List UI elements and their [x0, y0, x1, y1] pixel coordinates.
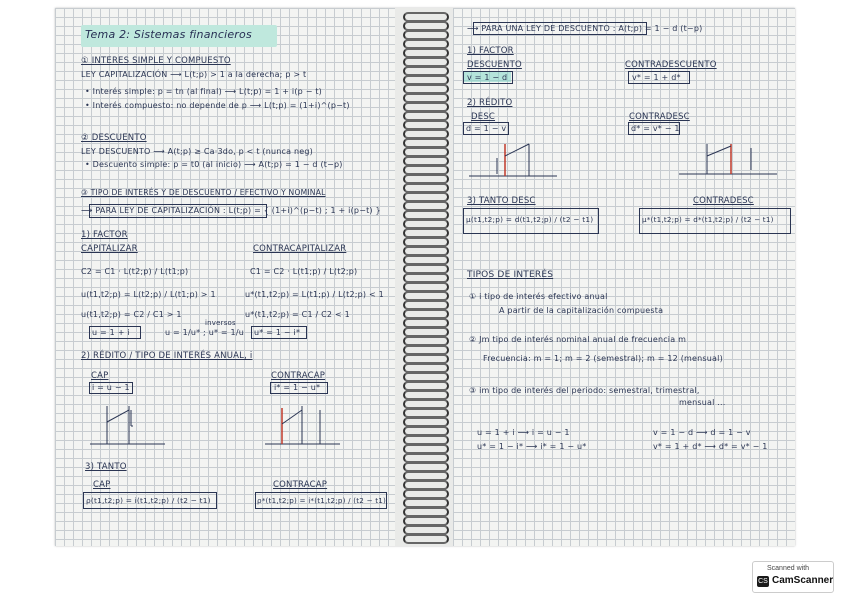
formula: u(t1,t2;p) = L(t2;p) / L(t1;p) > 1 [81, 290, 216, 299]
equation: u* = 1 − i* ⟶ i* = 1 − u* [477, 442, 587, 451]
subheading: 2) RÉDITO [467, 98, 513, 108]
column-heading: CONTRACAP [273, 480, 328, 490]
boxed-formula: ρ*(t1,t2;p) = i*(t1,t2;p) / (t2 − t1) [257, 496, 387, 505]
subheading: 1) FACTOR [467, 46, 514, 56]
contracapitalization-sketch [260, 400, 350, 455]
section-heading: TIPOS DE INTERÉS [467, 270, 554, 280]
text-line: ① i tipo de interés efectivo anual [469, 292, 608, 301]
boxed-formula: u = 1 + i [92, 328, 130, 337]
boxed-formula: ρ(t1,t2;p) = i(t1,t2;p) / (t2 − t1) [86, 496, 211, 505]
formula: u*(t1,t2;p) = L(t1;p) / L(t2;p) < 1 [245, 290, 384, 299]
notebook [55, 8, 795, 546]
equation: v = 1 − d ⟶ d = 1 − v [653, 428, 751, 437]
spiral-binding [395, 8, 453, 546]
text-line: ③ im tipo de interés del periodo: semestral, trimestral, [469, 386, 700, 395]
equation: v* = 1 + d* ⟶ d* = v* − 1 [653, 442, 768, 451]
column-heading: CONTRADESCUENTO [625, 60, 717, 70]
camscanner-logo-icon: CS [758, 578, 768, 585]
boxed-formula: μ(t1,t2;p) = d(t1,t2;p) / (t2 − t1) [466, 215, 594, 224]
watermark-brand: CamScanner [772, 575, 834, 586]
text-line: ⟶ PARA LEY DE CAPITALIZACIÓN : L(t;p) = { (1+i)^(p−t) ; 1 + i(p−t) } [81, 206, 381, 215]
column-heading: CAP [91, 371, 109, 381]
formula: C2 = C1 · L(t2;p) / L(t1;p) [81, 267, 189, 276]
boxed-formula: v = 1 − d [467, 73, 508, 82]
text-line: mensual ... [679, 398, 726, 407]
watermark-caption: Scanned with [767, 565, 810, 572]
capitalization-sketch [85, 396, 175, 451]
left-page [55, 8, 395, 546]
text-line: Frecuencia: m = 1; m = 2 (semestral); m = 12 (mensual) [483, 354, 723, 363]
formula: u(t1,t2;p) = C2 / C1 > 1 [81, 310, 182, 319]
column-heading: DESC [471, 112, 496, 122]
section-3-heading: ③ TIPO DE INTERÉS Y DE DESCUENTO / EFECTIVO Y NOMINAL [81, 188, 326, 197]
text-line: • Descuento simple: p = t0 (al inicio) ⟶ A(t;p) = 1 − d (t−p) [85, 160, 343, 169]
column-heading: CONTRADESC [693, 196, 754, 206]
text-line: LEY CAPITALIZACIÓN ⟶ L(t;p) > 1 a la derecha; p > t [81, 70, 307, 79]
column-heading: DESCUENTO [467, 60, 522, 70]
subheading: 3) TANTO DESC [467, 196, 536, 206]
formula: u*(t1,t2;p) = C1 / C2 < 1 [245, 310, 350, 319]
contradiscount-sketch [677, 134, 787, 189]
boxed-formula: d* = v* − 1 [631, 124, 680, 133]
text-line: ② Jm tipo de interés nominal anual de frecuencia m [469, 335, 687, 344]
subheading: 1) FACTOR [81, 230, 128, 240]
text-line: LEY DESCUENTO ⟶ A(t;p) ≥ Ca·3do, p < t (nunca neg) [81, 147, 313, 156]
boxed-formula: μ*(t1,t2;p) = d*(t1,t2;p) / (t2 − t1) [642, 215, 774, 224]
note: inversos [205, 319, 236, 327]
boxed-formula: v* = 1 + d* [632, 73, 681, 82]
column-heading: CONTRACAPITALIZAR [253, 244, 347, 254]
boxed-formula: u* = 1 − i* [254, 328, 301, 337]
text-line: A partir de la capitalización compuesta [499, 306, 664, 315]
right-page [453, 8, 795, 546]
discount-sketch [467, 136, 567, 191]
section-2-heading: ② DESCUENTO [81, 133, 147, 143]
formula: u = 1/u* ; u* = 1/u [165, 328, 245, 337]
column-heading: CONTRACAP [271, 371, 326, 381]
boxed-formula: i* = 1 − u* [274, 383, 321, 392]
camscanner-watermark [752, 561, 834, 593]
text-line: • Interés simple: p = tn (al final) ⟶ L(t;p) = 1 + i(p − t) [85, 87, 323, 96]
boxed-formula: i = u − 1 [92, 383, 130, 392]
boxed-formula: d = 1 − v [466, 124, 507, 133]
subheading: 3) TANTO [85, 462, 127, 472]
column-heading: CAP [93, 480, 111, 490]
formula: C1 = C2 · L(t1;p) / L(t2;p) [250, 267, 358, 276]
column-heading: CONTRADESC [629, 112, 690, 122]
column-heading: CAPITALIZAR [81, 244, 138, 254]
section-1-heading: ① INTERES SIMPLE Y COMPUESTO [81, 56, 231, 66]
right-heading: ⟶ PARA UNA LEY DE DESCUENTO : A(t;p) = 1 − d (t−p) [467, 24, 703, 33]
page-title: Tema 2: Sistemas financieros [85, 28, 252, 41]
spiral-ring [403, 534, 449, 544]
subheading: 2) RÉDITO / TIPO DE INTERÉS ANUAL, i [81, 351, 253, 361]
equation: u = 1 + i ⟶ i = u − 1 [477, 428, 570, 437]
text-line: • Interés compuesto: no depende de p ⟶ L(t;p) = (1+i)^(p−t) [85, 101, 350, 110]
